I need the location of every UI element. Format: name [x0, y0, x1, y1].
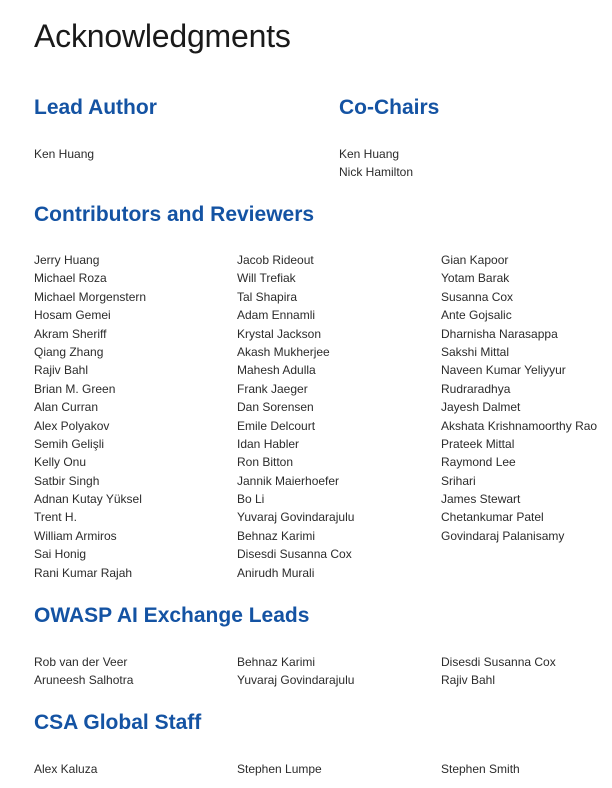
person-name: Govindaraj Palanisamy — [441, 528, 565, 543]
co-chairs-list — [339, 145, 413, 182]
person-name: Behnaz Karimi — [237, 528, 316, 543]
person-name: Trent H. — [34, 510, 77, 525]
owasp-column-1 — [34, 653, 133, 690]
person-name: Bo Li — [237, 492, 265, 507]
person-name: Chetankumar Patel — [441, 510, 544, 525]
person-name: Ron Bitton — [237, 455, 294, 470]
person-name: Disesdi Susanna Cox — [441, 655, 556, 669]
person-name: Alex Polyakov — [34, 418, 110, 433]
person-name: Brian M. Green — [34, 381, 116, 396]
person-name: Mahesh Adulla — [237, 363, 316, 378]
co-chairs-heading: Co-Chairs — [339, 96, 440, 119]
lead-author-heading: Lead Author — [34, 96, 157, 119]
person-name: Srihari — [441, 473, 476, 488]
person-name: Aruneesh Salhotra — [34, 673, 134, 688]
person-name: Jannik Maierhoefer — [237, 473, 340, 488]
person-name: Yotam Barak — [441, 271, 510, 286]
person-name: Sai Honig — [34, 547, 87, 562]
person-name: Rudraradhya — [441, 381, 511, 396]
contributors-column-2 — [237, 251, 354, 582]
person-name: Rani Kumar Rajah — [34, 565, 133, 580]
contributors-heading: Contributors and Reviewers — [34, 203, 315, 226]
person-name: Naveen Kumar Yeliyyur — [441, 363, 566, 378]
person-name: Jayesh Dalmet — [441, 400, 521, 415]
person-name: Behnaz Karimi — [237, 655, 316, 669]
person-name: Akram Sheriff — [34, 326, 107, 341]
person-name: William Armiros — [34, 528, 117, 543]
person-name: Will Trefiak — [237, 271, 296, 286]
contributors-column-3 — [441, 251, 597, 545]
person-name: Raymond Lee — [441, 455, 516, 470]
person-name: Stephen Smith — [441, 762, 520, 776]
csa-staff-column-3 — [441, 760, 520, 778]
person-name: James Stewart — [441, 492, 521, 507]
csa-staff-column-2 — [237, 760, 322, 778]
csa-staff-column-1 — [34, 760, 97, 778]
person-name: Adam Ennamli — [237, 308, 316, 323]
person-name: Semih Gelişli — [34, 436, 105, 451]
person-name: Alan Curran — [34, 400, 99, 415]
person-name: Ken Huang — [339, 147, 400, 161]
person-name: Michael Morgenstern — [34, 289, 147, 304]
person-name: Kelly Onu — [34, 455, 87, 470]
person-name: Jerry Huang — [34, 253, 100, 267]
person-name: Michael Roza — [34, 271, 107, 286]
person-name: Hosam Gemei — [34, 308, 111, 323]
person-name: Satbir Singh — [34, 473, 100, 488]
person-name: Susanna Cox — [441, 289, 514, 304]
csa-staff-heading: CSA Global Staff — [34, 711, 202, 734]
person-name: Alex Kaluza — [34, 762, 98, 776]
person-name: Prateek Mittal — [441, 436, 515, 451]
owasp-heading: OWASP AI Exchange Leads — [34, 604, 310, 627]
person-name: Tal Shapira — [237, 289, 298, 304]
person-name: Anirudh Murali — [237, 565, 315, 580]
person-name: Rajiv Bahl — [441, 673, 496, 688]
contributors-column-1 — [34, 251, 146, 582]
person-name: Stephen Lumpe — [237, 762, 322, 776]
person-name: Akshata Krishnamoorthy Rao — [441, 418, 598, 433]
person-name: Frank Jaeger — [237, 381, 308, 396]
person-name: Dan Sorensen — [237, 400, 314, 415]
person-name: Dharnisha Narasappa — [441, 326, 558, 341]
person-name: Ante Gojsalic — [441, 308, 512, 323]
person-name: Jacob Rideout — [237, 253, 314, 267]
owasp-column-2 — [237, 653, 354, 690]
person-name: Emile Delcourt — [237, 418, 316, 433]
person-name: Adnan Kutay Yüksel — [34, 492, 142, 507]
person-name: Nick Hamilton — [339, 165, 414, 180]
person-name: Gian Kapoor — [441, 253, 509, 267]
person-name: Qiang Zhang — [34, 344, 104, 359]
lead-author-list — [34, 145, 94, 163]
person-name: Rajiv Bahl — [34, 363, 89, 378]
page-title: Acknowledgments — [34, 18, 291, 54]
person-name: Yuvaraj Govindarajulu — [237, 673, 355, 688]
person-name: Krystal Jackson — [237, 326, 322, 341]
person-name: Akash Mukherjee — [237, 344, 330, 359]
person-name: Ken Huang — [34, 147, 95, 161]
owasp-column-3 — [441, 653, 556, 690]
person-name: Idan Habler — [237, 436, 300, 451]
person-name: Sakshi Mittal — [441, 344, 510, 359]
person-name: Rob van der Veer — [34, 655, 128, 669]
person-name: Yuvaraj Govindarajulu — [237, 510, 355, 525]
person-name: Disesdi Susanna Cox — [237, 547, 352, 562]
